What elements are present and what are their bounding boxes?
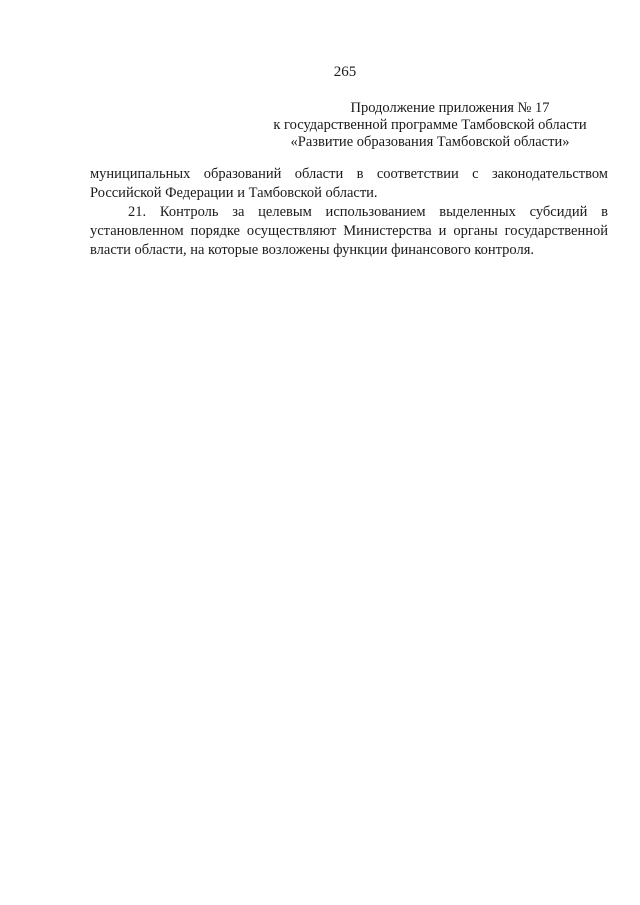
page-number: 265 — [333, 64, 357, 80]
appendix-header-line3: «Развитие образования Тамбовской области» — [290, 134, 570, 150]
appendix-header — [250, 100, 610, 151]
paragraph-21: 21. Контроль за целевым использованием выделенных субсидий в установленном порядке осуществляют Министерства и органы государственной власти области, на которые возложены функции финансового контроля. — [90, 204, 608, 258]
document-body — [90, 165, 608, 260]
appendix-header-line2: к государственной программе Тамбовской области — [273, 117, 587, 133]
appendix-header-line1: Продолжение приложения № 17 — [350, 100, 550, 116]
paragraph-continuation: муниципальных образований области в соответствии с законодательством Российской Федерации и Тамбовской области. — [90, 166, 608, 201]
